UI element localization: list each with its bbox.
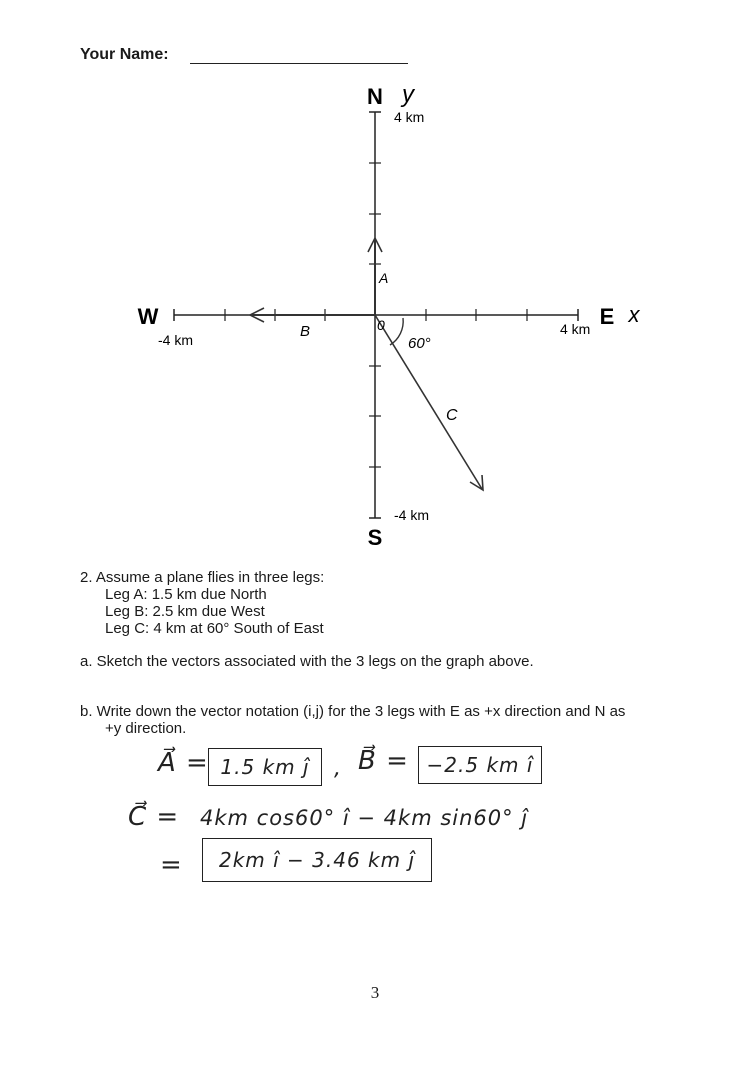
east-label: E <box>599 304 615 329</box>
part-b-line-2: +y direction. <box>105 720 187 737</box>
answer-separator: , <box>334 756 342 781</box>
leg-a-text: Leg A: 1.5 km due North <box>105 586 267 603</box>
page-number: 3 <box>370 983 380 1002</box>
y-axis-name: y <box>402 81 414 108</box>
origin-label: 0 <box>377 317 385 333</box>
part-b-line-1: b. Write down the vector notation (i,j) for the 3 legs with E as +x direction and N as <box>80 703 626 720</box>
x-axis-name: x <box>628 302 640 327</box>
angle-label: 60° <box>408 335 431 352</box>
west-label: W <box>137 304 159 329</box>
vector-c-label: C <box>446 407 458 424</box>
answer-b-lhs: B⃗ = <box>358 746 409 776</box>
angle-arc <box>390 318 403 345</box>
your-name-label: Your Name: <box>80 46 169 63</box>
north-label: N <box>367 84 383 109</box>
answer-a-box: 1.5 km ĵ <box>208 748 322 786</box>
right-tick-label: 4 km <box>560 321 591 337</box>
left-tick-label: -4 km <box>158 332 193 348</box>
answer-b-box: −2.5 km î <box>418 746 542 784</box>
leg-c-text: Leg C: 4 km at 60° South of East <box>105 620 324 637</box>
answer-c-lhs: C⃗ = <box>128 802 180 832</box>
answer-c-box: 2km î − 3.46 km ĵ <box>202 838 432 882</box>
question-2-intro: 2. Assume a plane flies in three legs: <box>80 569 325 586</box>
answer-c-expression: 4km cos60° î − 4km sin60° ĵ <box>200 806 529 830</box>
leg-b-text: Leg B: 2.5 km due West <box>105 603 265 620</box>
bottom-tick-label: -4 km <box>394 507 429 523</box>
answer-a-lhs: A⃗ = <box>158 748 209 778</box>
top-tick-label: 4 km <box>394 109 425 125</box>
vector-a-label: A <box>379 270 389 286</box>
vector-b-label: B <box>300 323 311 340</box>
answer-c-equals: = <box>160 850 183 880</box>
part-a-text: a. Sketch the vectors associated with the 3 legs on the graph above. <box>80 653 534 670</box>
south-label: S <box>367 525 383 550</box>
